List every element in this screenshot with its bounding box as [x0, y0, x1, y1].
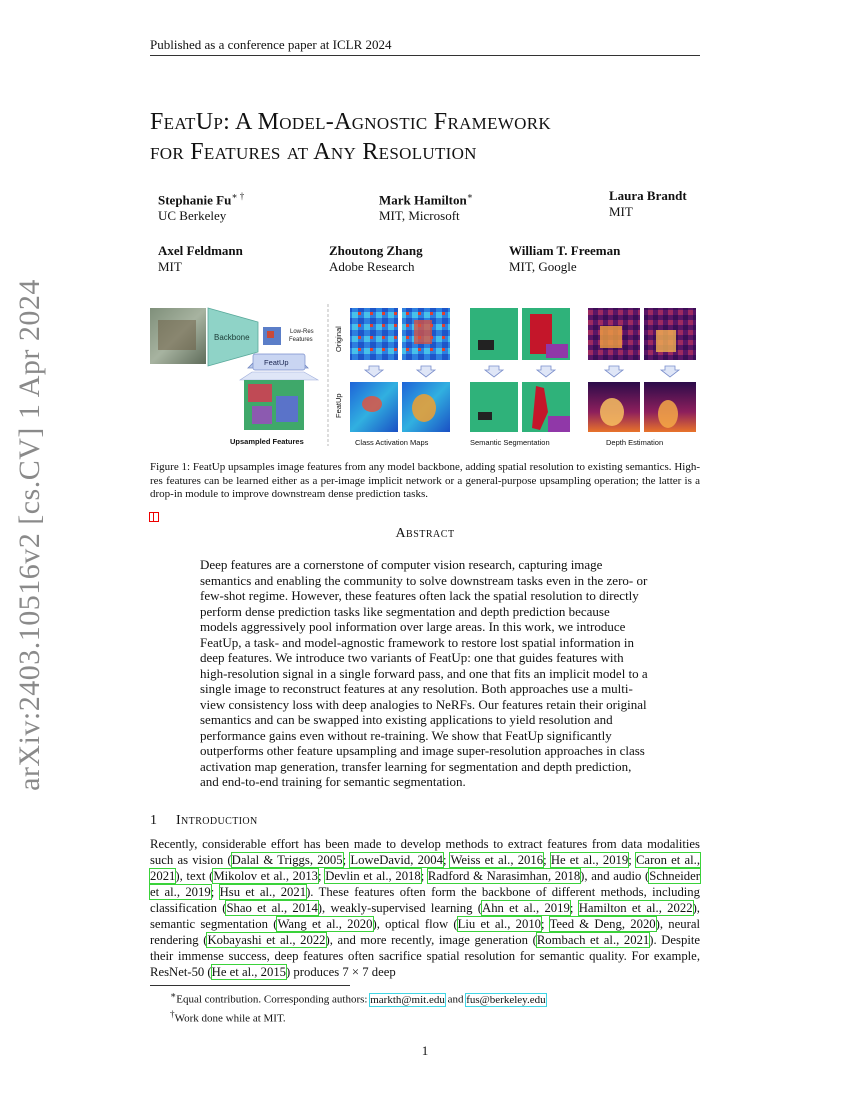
- intro-text: ), semantic segmentation (: [150, 901, 700, 931]
- cam-featup-1-hot: [362, 396, 382, 412]
- backbone-label: Backbone: [214, 333, 250, 342]
- intro-text: ), neural rendering (: [150, 917, 700, 947]
- row-label-original: Original: [334, 326, 343, 352]
- author-6: [509, 243, 620, 275]
- intro-text: ;: [342, 853, 351, 867]
- depth-original-2-hot: [656, 330, 676, 352]
- intro-text: ), text (: [175, 869, 214, 883]
- input-photo-detail: [158, 320, 196, 350]
- intro-paragraph: [150, 836, 700, 980]
- footnote-text: Work done while at MIT.: [174, 1012, 286, 1025]
- intro-text: ;: [420, 869, 428, 883]
- intro-text: ;: [541, 917, 550, 931]
- upsample-trapezoid: [240, 372, 318, 380]
- title-line-1: FeatUp: A Model-Agnostic Framework: [150, 109, 551, 135]
- arrow-1: [365, 366, 383, 377]
- section-heading-intro: [150, 813, 258, 829]
- intro-text: ;: [210, 885, 220, 899]
- title-line-2: for Features at Any Resolution: [150, 139, 477, 165]
- intro-text: Recently, considerable effort has been made to develop methods to extract features from data modalities such as vision (: [150, 837, 700, 867]
- arrow-3: [485, 366, 503, 377]
- intro-text: ;: [318, 869, 326, 883]
- arrow-5: [605, 366, 623, 377]
- arrow-6: [661, 366, 679, 377]
- author-affiliation: Adobe Research: [329, 259, 415, 274]
- footnote-mark: ∗: [170, 990, 177, 1000]
- citation-link[interactable]: Rombach et al., 2021: [536, 933, 650, 947]
- page-number: 1: [421, 1043, 429, 1058]
- citation-link[interactable]: Hamilton et al., 2022: [578, 901, 693, 915]
- author-mark: ∗ †: [231, 191, 245, 201]
- intro-text: ;: [442, 853, 451, 867]
- abstract-body: [200, 557, 650, 790]
- upsampled-features-r3: [252, 406, 272, 424]
- seg-featup-1: [470, 382, 518, 432]
- cam-original-2-hot: [414, 320, 432, 344]
- intro-text: ), optical flow (: [372, 917, 458, 931]
- cam-original-1: [350, 308, 398, 360]
- footnote-rule: [150, 985, 350, 986]
- footnote-1: [170, 988, 700, 1007]
- author-name: Axel Feldmann: [158, 243, 243, 258]
- seg-original-2-purple: [546, 344, 568, 358]
- seg-featup-2-purple: [548, 416, 570, 432]
- author-3: [609, 188, 687, 220]
- section-title: Introduction: [176, 813, 258, 828]
- citation-link[interactable]: Caron et al., 2021: [150, 853, 701, 883]
- intro-text: ), and more recently, image generation (: [325, 933, 537, 947]
- abstract-text: Deep features are a cornerstone of computer vision research, capturing image semantics and enabling the community to solve downstream tasks even in the zero- or few-shot regime. However, these features often lack the spatial resolution to directly perform dense prediction tasks like segmentation and depth prediction because models aggressively pool information over large areas. In this work, we introduce FeatUp, a task- and model-agnostic framework to restore lost spatial information in deep features. We introduce two variants of FeatUp: one that guides features with high-resolution signal in a single forward pass, and one that fits an implicit model to a single image to reconstruct features at any resolution. Both approaches use a multi-view consistency loss with deep analogies to NeRFs. Our features retain their original semantics and can be swapped into existing applications to yield resolution and performance gains even without re-training. We show that FeatUp significantly outperforms other feature upsampling and image super-resolution approaches in class activation map generation, transfer learning for segmentation and depth prediction, and end-to-end training for semantic segmentation.: [200, 557, 648, 789]
- author-4: [158, 243, 243, 275]
- email-link[interactable]: fus@berkeley.edu: [466, 993, 546, 1006]
- citation-link[interactable]: Mikolov et al., 2013: [213, 869, 319, 883]
- citation-link[interactable]: LoweDavid, 2004: [350, 853, 443, 867]
- red-link-box-2[interactable]: [153, 512, 159, 522]
- author-affiliation: MIT, Microsoft: [379, 208, 460, 224]
- seg-original-1: [470, 308, 518, 360]
- citation-link[interactable]: Wang et al., 2020: [277, 917, 373, 931]
- intro-text: ), weakly-supervised learning (: [317, 901, 483, 915]
- paper-title: [150, 107, 710, 167]
- col-label-seg: Semantic Segmentation: [470, 438, 550, 447]
- col-label-cam: Class Activation Maps: [355, 438, 429, 447]
- citation-link[interactable]: Radford & Narasimhan, 2018: [427, 869, 581, 883]
- author-name: Zhoutong Zhang: [329, 243, 423, 258]
- intro-text: ) produces 7 × 7 deep: [286, 965, 396, 979]
- footnote-2: [170, 1007, 700, 1026]
- arrow-2: [417, 366, 435, 377]
- arrow-4: [537, 366, 555, 377]
- citation-link[interactable]: Dalal & Triggs, 2005: [231, 853, 343, 867]
- citation-link[interactable]: Teed & Deng, 2020: [549, 917, 656, 931]
- upsampled-label: Upsampled Features: [230, 437, 304, 446]
- figure-1: [148, 300, 704, 452]
- citation-link[interactable]: Shao et al., 2014: [226, 901, 318, 915]
- seg-featup-1-dark: [478, 412, 492, 420]
- author-name: William T. Freeman: [509, 243, 621, 258]
- lowres-label: Low-Res Features: [289, 329, 314, 343]
- figure-caption: Figure 1: FeatUp upsamples image features from any model backbone, adding spatial resolution to existing semantics. High-res features can be learned either as a per-image implicit network or a general-purpose upsampling operation; the latter is a drop-in module to improve downstream dense prediction tasks.: [150, 461, 700, 500]
- citation-link[interactable]: Ahn et al., 2019: [482, 901, 570, 915]
- author-affiliation: MIT: [609, 204, 633, 219]
- author-affiliation: UC Berkeley: [158, 208, 227, 224]
- footnote-text: and: [444, 993, 467, 1006]
- featup-label: FeatUp: [264, 358, 289, 367]
- author-name: Laura Brandt: [609, 188, 687, 203]
- author-mark: ∗: [466, 191, 473, 201]
- author-affiliation: MIT: [158, 259, 182, 274]
- abstract-heading: Abstract: [395, 526, 455, 541]
- arxiv-stamp-text: arXiv:2403.10516v2 [cs.CV] 1 Apr 2024: [13, 279, 46, 791]
- running-head: Published as a conference paper at ICLR 2024: [150, 37, 392, 52]
- citation-link[interactable]: He et al., 2015: [211, 965, 287, 979]
- author-affiliation: MIT, Google: [509, 259, 577, 274]
- citation-link[interactable]: Schneider et al., 2019: [150, 869, 700, 899]
- col-label-depth: Depth Estimation: [606, 438, 664, 447]
- footnote-text: Equal contribution. Corresponding authors:: [176, 993, 371, 1006]
- depth-featup-1-hot: [600, 398, 624, 426]
- citation-link[interactable]: Hsu et al., 2021: [219, 885, 307, 899]
- citation-link[interactable]: Weiss et al., 2016: [450, 853, 544, 867]
- arxiv-stamp: [10, 279, 50, 791]
- intro-text: ;: [628, 853, 636, 867]
- citation-link[interactable]: Liu et al., 2010: [457, 917, 542, 931]
- footnote-mark: †: [170, 1009, 175, 1020]
- upsampled-features-r2: [276, 396, 298, 422]
- intro-text: ;: [543, 853, 551, 867]
- row-label-featup: FeatUp: [334, 393, 343, 418]
- citation-link[interactable]: Kobayashi et al., 2022: [207, 933, 326, 947]
- intro-text: ). Despite their immense success, deep features often sacrifice spatial resolution for semantic quality. For example, ResNet-50 (: [150, 933, 701, 979]
- section-number: 1: [150, 813, 158, 828]
- citation-link[interactable]: Devlin et al., 2018: [325, 869, 421, 883]
- upsampled-features-r1: [248, 384, 272, 402]
- citation-link[interactable]: He et al., 2019: [550, 853, 629, 867]
- author-1: [158, 188, 244, 224]
- intro-text: ;: [569, 901, 579, 915]
- footnotes: [170, 988, 700, 1026]
- intro-text: ). These features often form the backbone of different methods, including classification (: [150, 885, 700, 915]
- cam-featup-2-hot: [412, 394, 436, 422]
- depth-original-1-hot: [600, 326, 622, 348]
- lowres-features-cell: [267, 331, 274, 338]
- header-rule: [150, 55, 700, 56]
- author-name: Stephanie Fu: [158, 192, 232, 208]
- intro-text: ), and audio (: [580, 869, 650, 883]
- email-link[interactable]: markth@mit.edu: [370, 993, 445, 1006]
- author-2: [379, 188, 473, 224]
- author-name: Mark Hamilton: [379, 192, 467, 208]
- seg-original-1-dark: [478, 340, 494, 350]
- author-5: [329, 243, 423, 275]
- depth-featup-2-hot: [658, 400, 678, 428]
